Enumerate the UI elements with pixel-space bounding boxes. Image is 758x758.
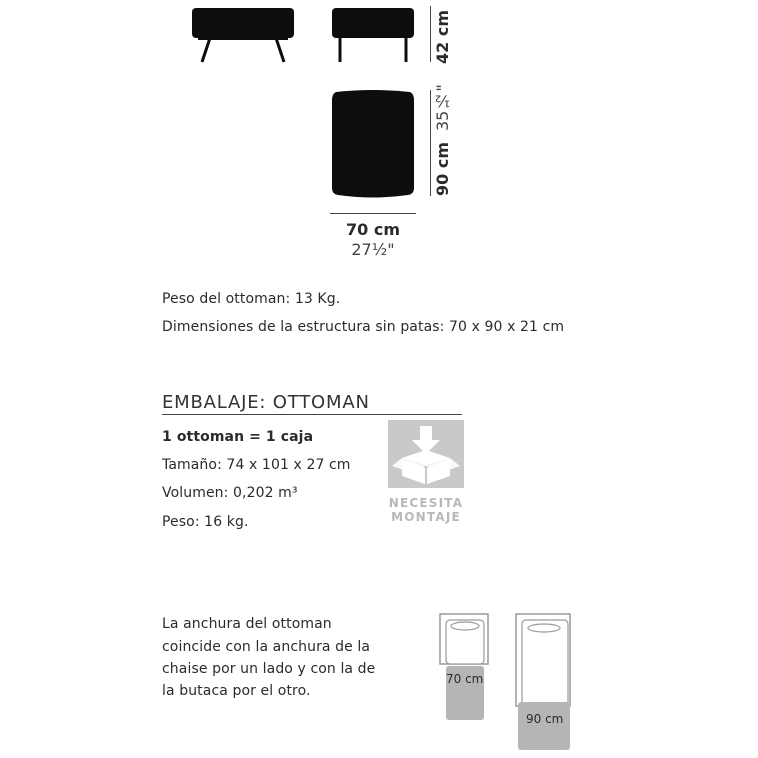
box-assembly-icon — [388, 420, 464, 488]
height-in — [433, 0, 452, 1]
packaging-boxes: 1 ottoman = 1 caja — [162, 429, 314, 445]
note-line-3: chaise por un lado y con la de — [162, 661, 376, 677]
depth-dimension-label — [433, 84, 452, 196]
structure-dimensions: Dimensiones de la estructura sin patas: 70 x 90 x 21 cm — [162, 319, 565, 335]
top-view-drawing — [330, 90, 416, 200]
front-leg-left — [202, 38, 210, 62]
height-dimension-line — [430, 6, 431, 62]
depth-dimension-line — [430, 90, 431, 196]
width-cm: 70 cm — [346, 220, 400, 239]
depth-in: 35½" — [433, 84, 452, 131]
top-view-seat — [332, 90, 414, 198]
depth-cm: 90 cm — [433, 142, 452, 196]
packaging-title: EMBALAJE: OTTOMAN — [162, 392, 370, 413]
ottoman-width-label: 70 cm — [446, 672, 484, 686]
note-line-2: coincide con la anchura de la — [162, 639, 371, 655]
assembly-badge — [388, 420, 464, 528]
note-line-1: La anchura del ottoman — [162, 616, 332, 632]
chaise-ottoman-diagram — [438, 612, 492, 722]
packaging-weight: Peso: 16 kg. — [162, 514, 249, 530]
width-in: 27½" — [351, 240, 395, 259]
ottoman-depth-label: 90 cm — [526, 712, 564, 726]
front-cushion — [192, 8, 294, 38]
height-dimension-label — [434, 8, 452, 64]
badge-label-2: MONTAJE — [391, 510, 461, 524]
packaging-volume: Volumen: 0,202 m³ — [162, 485, 298, 501]
side-cushion — [332, 8, 414, 38]
front-view-drawing — [188, 6, 298, 66]
ottoman-piece-right — [518, 702, 570, 750]
front-leg-right — [276, 38, 284, 62]
packaging-rule — [162, 414, 462, 415]
badge-label-1: NECESITA — [388, 496, 464, 510]
ottoman-weight: Peso del ottoman: 13 Kg. — [162, 291, 341, 307]
note-line-4: la butaca por el otro. — [162, 683, 311, 699]
height-cm: 42 cm — [433, 10, 452, 64]
packaging-size: Tamaño: 74 x 101 x 27 cm — [162, 457, 351, 473]
width-dimension-line — [330, 213, 416, 214]
side-view-drawing — [330, 6, 416, 66]
armchair-ottoman-diagram — [514, 612, 574, 752]
